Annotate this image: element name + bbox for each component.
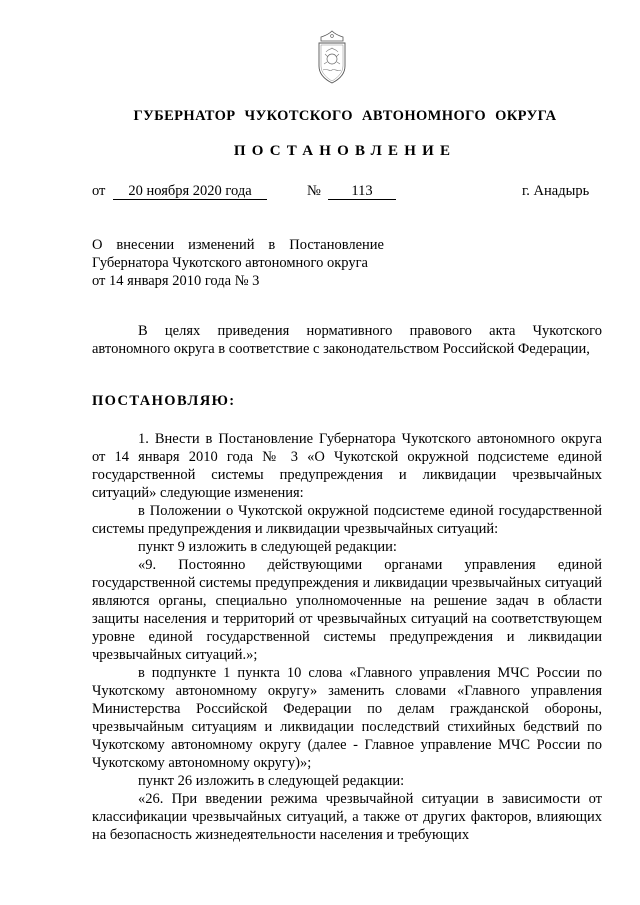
paragraph: пункт 26 изложить в следующей редакции: <box>138 773 405 789</box>
preamble <box>92 322 602 358</box>
number-prefix: № <box>307 183 321 199</box>
document-date: 20 ноября 2020 года <box>113 183 267 200</box>
decree-word: ПОСТАНОВЛЯЮ: <box>92 393 236 409</box>
number-field <box>328 183 396 200</box>
subject-line: от 14 января 2010 года № 3 <box>92 273 260 289</box>
document-body <box>92 430 602 844</box>
paragraph: 1. Внести в Постановление Губернатора Чукотского автономного округа от 14 января 2010 года № 3 «О Чукотской окружной подсистеме единой государственной системы предупреждения и ликвидации чрезвычайных ситуаций» следующие изменения: <box>92 431 602 501</box>
document-number: 113 <box>328 183 396 200</box>
issuing-authority: ГУБЕРНАТОР ЧУКОТСКОГО АВТОНОМНОГО ОКРУГА <box>133 108 557 124</box>
paragraph: пункт 9 изложить в следующей редакции: <box>138 539 397 555</box>
paragraph: в подпункте 1 пункта 10 слова «Главного управления МЧС России по Чукотскому автономному округу» заменить словами «Главного управления Министерства Российской Федерации по делам гражданской обороны, чрезвычайным ситуациям и ликвидации последствий стихийных бедствий по Чукотскому автономному округу (далее - Главное управление МЧС России по Чукотскому автономному округу)»; <box>92 665 602 771</box>
document-type: ПОСТАНОВЛЕНИЕ <box>233 143 457 159</box>
paragraph: в Положении о Чукотской окружной подсистеме единой государственной системы предупреждения и ликвидации чрезвычайных ситуаций: <box>92 503 602 537</box>
subject-line: Губернатора Чукотского автономного округа <box>92 255 368 271</box>
date-prefix: от <box>92 183 106 199</box>
preamble-text: В целях приведения нормативного правового акта Чукотского автономного округа в соответствие с законодательством Российской Федерации, <box>92 323 602 357</box>
chukotka-coat-of-arms-icon <box>314 30 350 84</box>
paragraph: «9. Постоянно действующими органами управления единой государственной системы предупреждения и ликвидации чрезвычайных ситуаций являются органы, специально уполномоченные на решение задач в области защиты населения и территорий от чрезвычайных ситуаций на соответствующем уровне единой государственной системы предупреждения и ликвидации чрезвычайных ситуаций.»; <box>92 557 602 663</box>
subject-line: О внесении изменений в Постановление <box>92 237 384 253</box>
city: г. Анадырь <box>522 183 590 199</box>
paragraph: «26. При введении режима чрезвычайной ситуации в зависимости от классификации чрезвычайных ситуаций, а также от других факторов, влияющих на безопасность жизнедеятельности населения и требующих <box>92 791 602 843</box>
date-field <box>113 183 267 200</box>
document-subject <box>92 236 384 290</box>
